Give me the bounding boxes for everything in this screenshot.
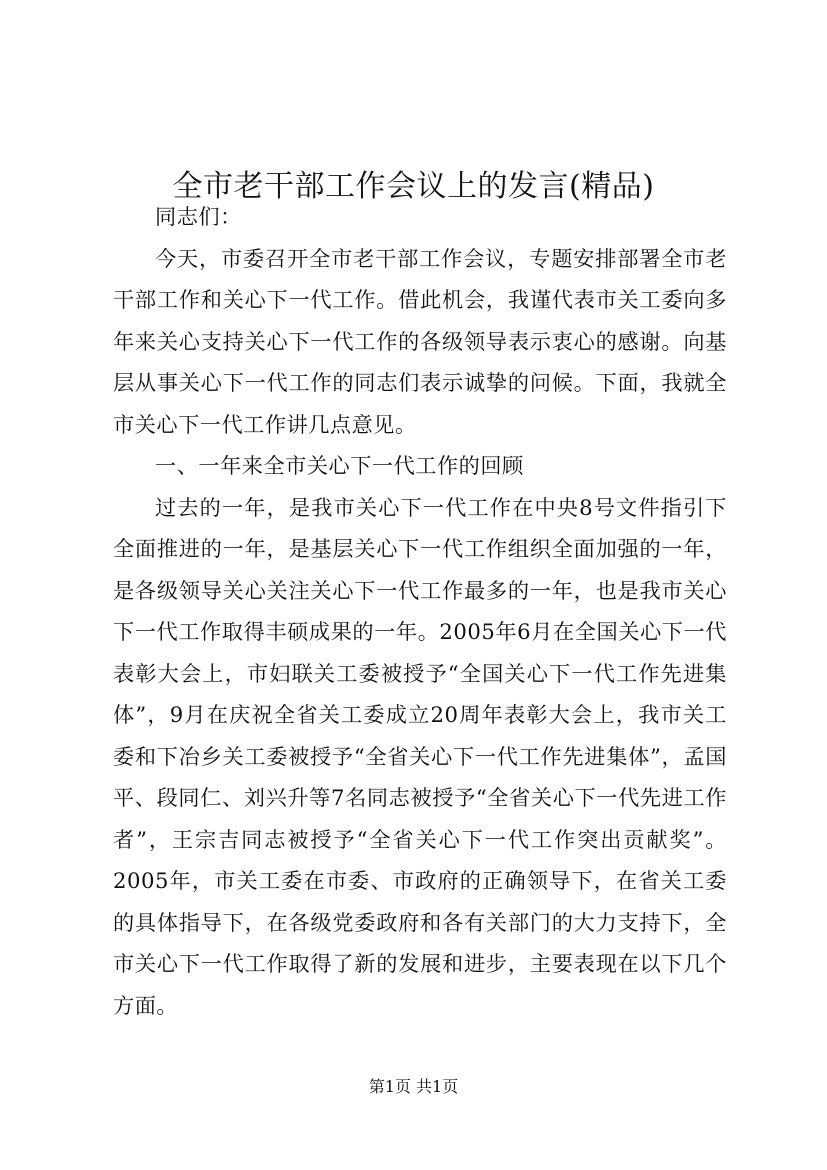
section-heading: 一、一年来全市关心下一代工作的回顾 [155, 453, 524, 478]
document-body [113, 196, 727, 1026]
salutation: 同志们： [155, 204, 242, 229]
paragraph-review: 过去的一年，是我市关心下一代工作在中央8号文件指引下全面推进的一年，是基层关心下一代工作组织全面加强的一年，是各级领导关心关注关心下一代工作最多的一年，也是我市关心下一代工作取得丰硕成果的一年。2005年6月在全国关心下一代表彰大会上，市妇联关工委被授予“全国关心下一代工作先进集体”，9月在庆祝全省关工委成立20周年表彰大会上，我市关工委和下冶乡关工委被授予“全省关心下一代工作先进集体”，孟国平、段同仁、刘兴升等7名同志被授予“全省关心下一代先进工作者”，王宗吉同志被授予“全省关心下一代工作突出贡献奖”。2005年，市关工委在市委、市政府的正确领导下，在省关工委的具体指导下，在各级党委政府和各有关部门的大力支持下，全市关心下一代工作取得了新的发展和进步，主要表现在以下几个方面。 [113, 494, 727, 1018]
document-title: 全市老干部工作会议上的发言(精品) [172, 169, 655, 205]
paragraph-intro: 今天，市委召开全市老干部工作会议，专题安排部署全市老干部工作和关心下一代工作。借此机会，我谨代表市关工委向多年来关心支持关心下一代工作的各级领导表示衷心的感谢。向基层从事关心下一代工作的同志们表示诚挚的问候。下面，我就全市关心下一代工作讲几点意见。 [113, 245, 727, 437]
page-number: 第1页 共1页 [368, 1077, 459, 1096]
